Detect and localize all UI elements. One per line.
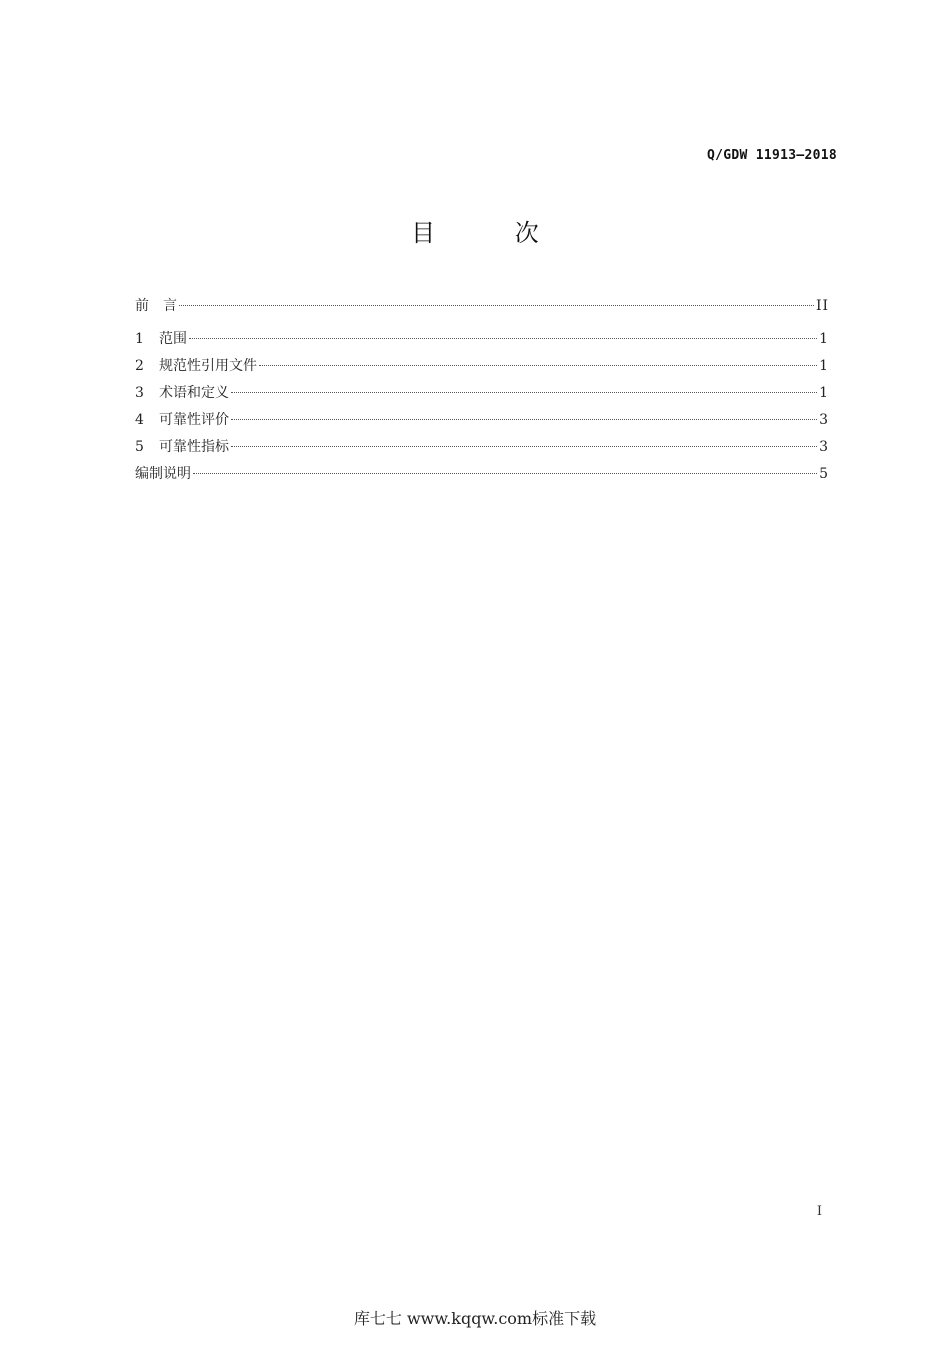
toc-entry-number: 1 xyxy=(135,331,144,347)
toc-leader-dots xyxy=(231,392,817,393)
toc-entry-page: 3 xyxy=(819,439,829,455)
watermark-footer: 库七七 www.kqqw.com标准下载 xyxy=(353,1309,597,1328)
toc-entry-number: 5 xyxy=(135,439,144,455)
toc-entry-reliability-indicators[interactable] xyxy=(135,437,829,464)
toc-leader-dots xyxy=(179,305,814,306)
toc-entry-label: 编制说明 xyxy=(135,466,191,482)
toc-entry-scope[interactable] xyxy=(135,329,829,356)
standard-code: Q/GDW 11913—2018 xyxy=(706,148,837,163)
toc-entry-page: II xyxy=(815,298,829,314)
toc-entry-number: 2 xyxy=(135,358,144,374)
toc-entry-page: 1 xyxy=(819,358,829,374)
toc-leader-dots xyxy=(231,419,817,420)
toc-entry-terms-definitions[interactable] xyxy=(135,383,829,410)
toc-entry-page: 1 xyxy=(819,331,829,347)
toc-entry-number: 4 xyxy=(135,412,144,428)
toc-entry-label: 术语和定义 xyxy=(159,385,229,401)
toc-entry-label: 范围 xyxy=(159,331,187,347)
table-of-contents xyxy=(135,296,829,491)
toc-entry-label: 可靠性评价 xyxy=(159,412,229,428)
toc-entry-number: 3 xyxy=(135,385,144,401)
toc-entry-label: 前 言 xyxy=(135,298,177,314)
toc-entry-page: 1 xyxy=(819,385,829,401)
page-title: 目 次 xyxy=(411,219,575,247)
toc-entry-compilation-notes[interactable] xyxy=(135,464,829,491)
toc-leader-dots xyxy=(259,365,817,366)
toc-entry-reliability-evaluation[interactable] xyxy=(135,410,829,437)
toc-entry-foreword[interactable] xyxy=(135,296,829,329)
toc-entry-page: 3 xyxy=(819,412,829,428)
page-number: I xyxy=(816,1204,822,1219)
toc-entry-normative-references[interactable] xyxy=(135,356,829,383)
toc-leader-dots xyxy=(231,446,817,447)
toc-entry-label: 规范性引用文件 xyxy=(159,358,257,374)
toc-leader-dots xyxy=(193,473,817,474)
toc-leader-dots xyxy=(189,338,817,339)
toc-entry-label: 可靠性指标 xyxy=(159,439,229,455)
toc-entry-page: 5 xyxy=(819,466,829,482)
